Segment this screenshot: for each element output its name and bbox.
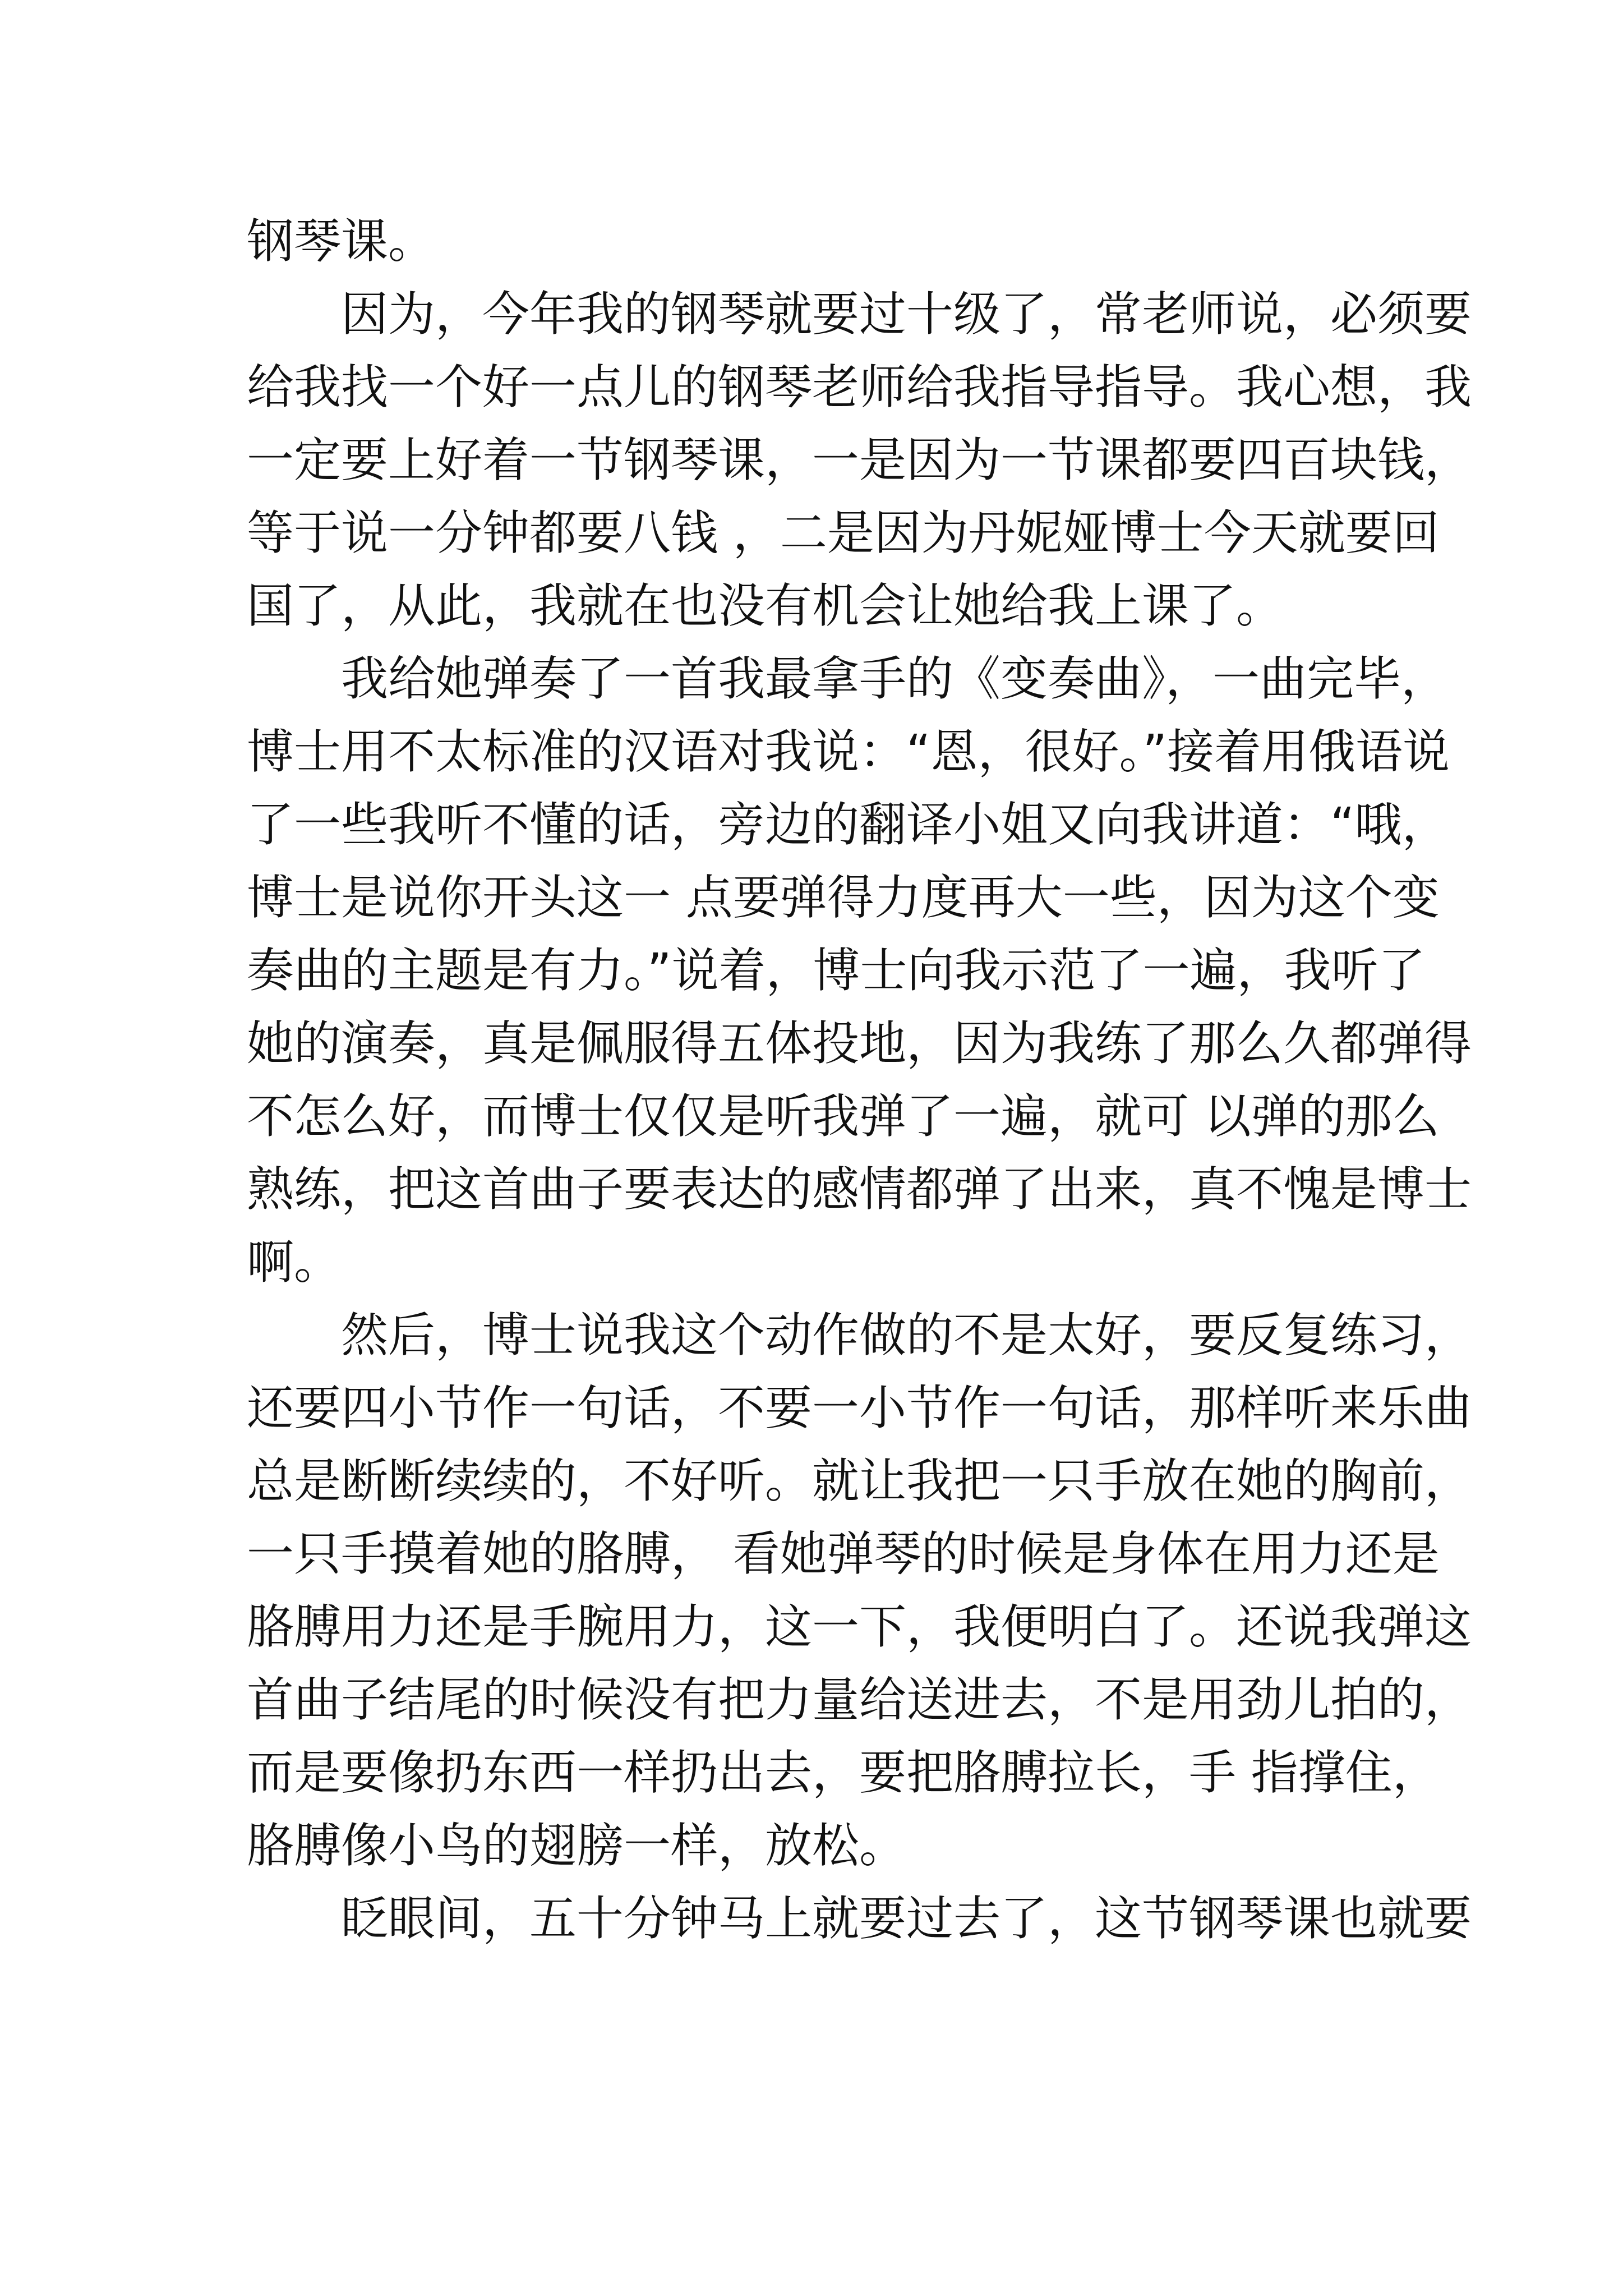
text-line: 一定要上好着一节钢琴课，一是因为一节课都要四百块钱， [247, 432, 1472, 487]
text-line: 熟练，把这首曲子要表达的感情都弹了出来，真不愧是博士 [247, 1162, 1472, 1217]
text-line: 啊。 [247, 1235, 342, 1290]
text-line: 了一些我听不懂的话，旁边的翻译小姐又向我讲道：“哦， [247, 797, 1449, 852]
text-line: 钢琴课。 [247, 214, 436, 269]
text-line: 胳膊用力还是手腕用力，这一下，我便明白了。还说我弹这 [247, 1599, 1472, 1654]
text-line: 总是断断续续的，不好听。就让我把一只手放在她的胸前， [247, 1453, 1472, 1508]
text-line: 首曲子结尾的时候没有把力量给送进去，不是用劲儿拍的， [247, 1672, 1472, 1727]
text-line: 还要四小节作一句话，不要一小节作一句话，那样听来乐曲 [247, 1381, 1472, 1435]
text-line: 眨眼间，五十分钟马上就要过去了，这节钢琴课也就要 [341, 1891, 1472, 1946]
text-line: 给我找一个好一点儿的钢琴老师给我指导指导。我心想，我 [247, 360, 1472, 415]
text-line: 奏曲的主题是有力。”说着，博士向我示范了一遍，我听了 [247, 943, 1426, 998]
text-line: 一只手摸着她的胳膊， 看她弹琴的时候是身体在用力还是 [247, 1526, 1440, 1581]
text-line: 博士是说你开头这一 点要弹得力度再大一些，因为这个变 [247, 870, 1440, 925]
text-line: 胳膊像小鸟的翅膀一样，放松。 [247, 1818, 907, 1873]
text-line: 国了，从此，我就在也没有机会让她给我上课了。 [247, 578, 1284, 633]
text-line: 不怎么好，而博士仅仅是听我弹了一遍，就可 以弹的那么 [247, 1089, 1440, 1144]
text-line: 因为，今年我的钢琴就要过十级了，常老师说，必须要 [341, 287, 1472, 342]
text-line: 等于说一分钟都要八钱 ，二是因为丹妮娅博士今天就要回 [247, 505, 1440, 560]
text-line: 而是要像扔东西一样扔出去，要把胳膊拉长，手 指撑住， [247, 1745, 1440, 1800]
text-line: 我给她弹奏了一首我最拿手的《变奏曲》，一曲完毕， [341, 651, 1449, 706]
text-line: 她的演奏，真是佩服得五体投地，因为我练了那么久都弹得 [247, 1016, 1472, 1071]
text-line: 博士用不太标准的汉语对我说：“恩，很好。”接着用俄语说 [247, 724, 1450, 779]
text-line: 然后，博士说我这个动作做的不是太好，要反复练习， [341, 1308, 1472, 1363]
